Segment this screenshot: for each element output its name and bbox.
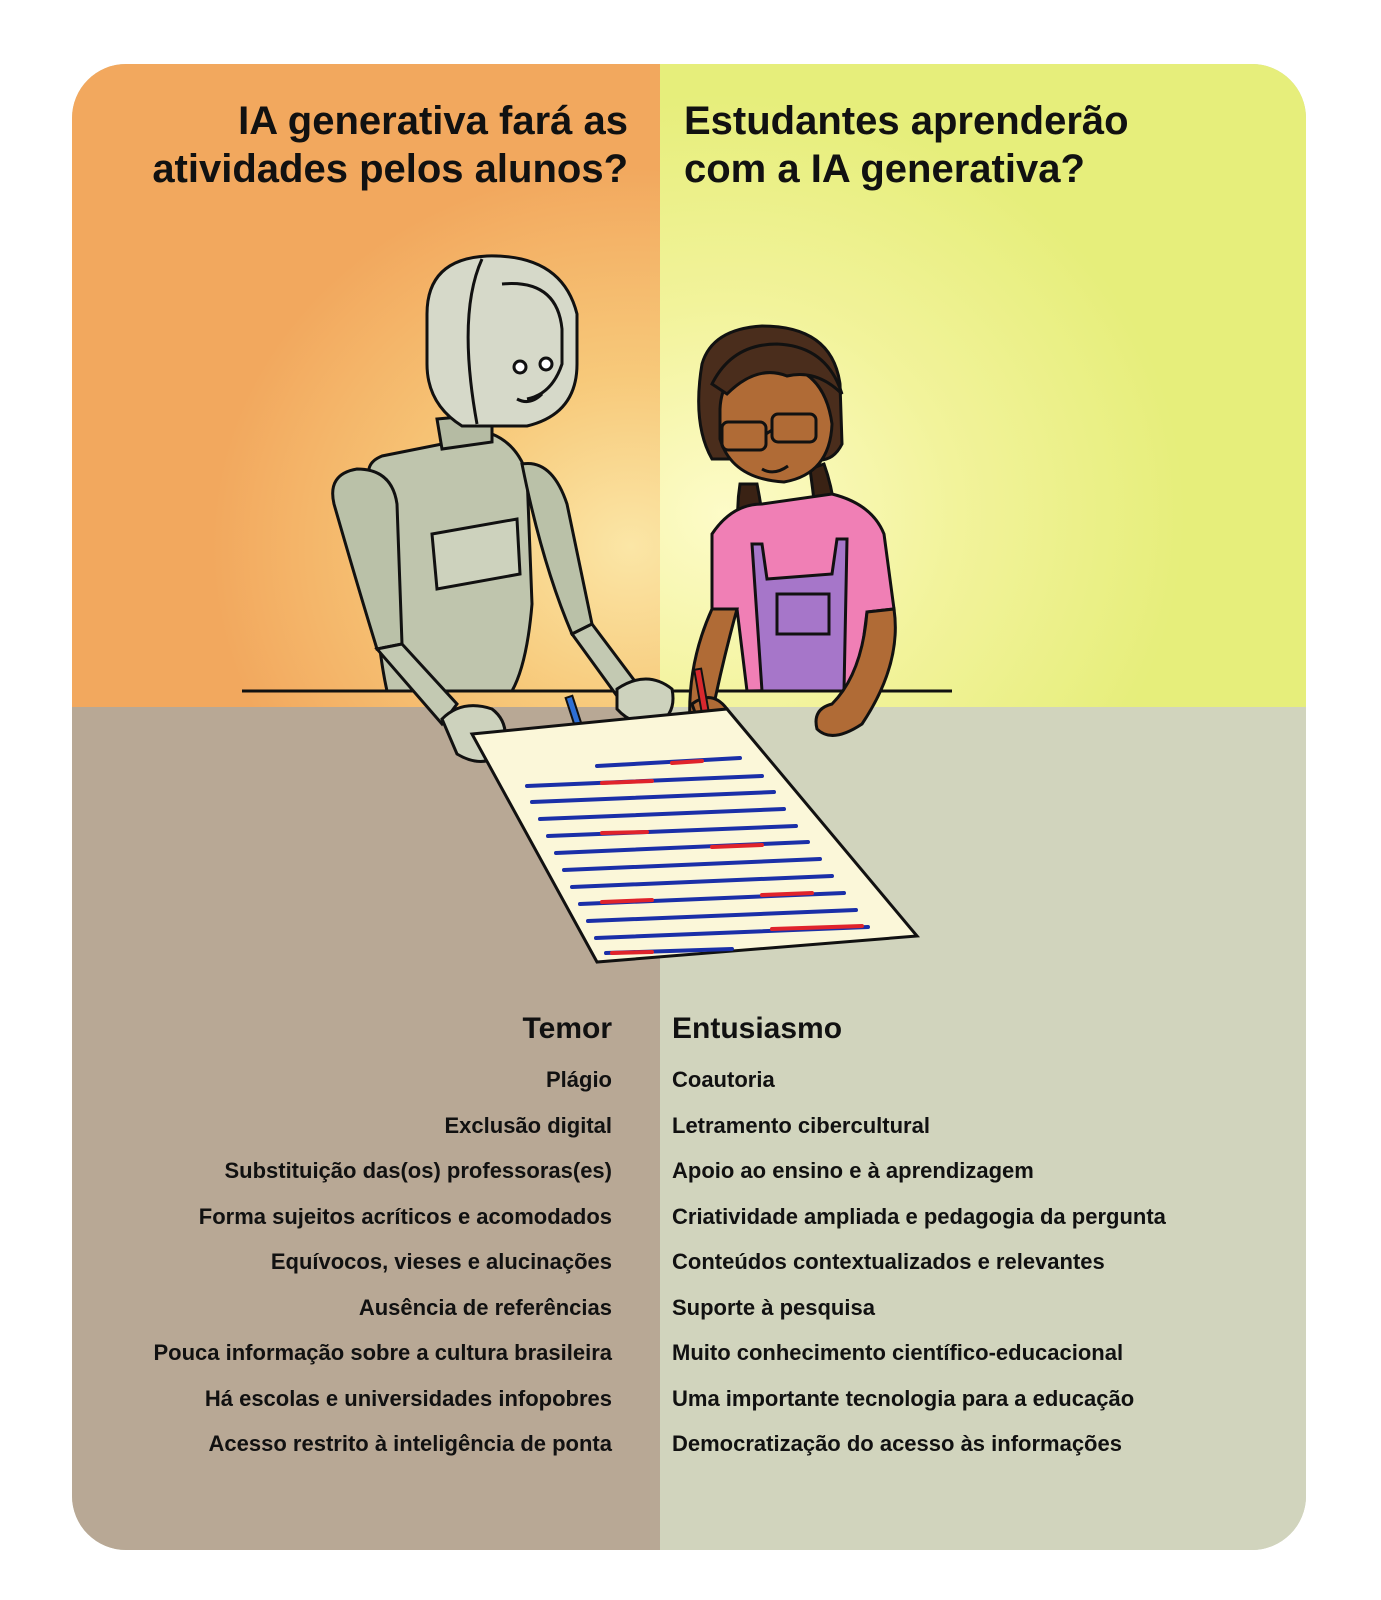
fear-item: Acesso restrito à inteligência de ponta bbox=[208, 1431, 612, 1456]
fear-item: Substituição das(os) professoras(es) bbox=[224, 1158, 612, 1183]
paper-sheet-icon bbox=[472, 709, 917, 962]
robot-figure bbox=[333, 256, 673, 762]
fear-title: Temor bbox=[522, 1012, 612, 1045]
enthusiasm-column bbox=[672, 1009, 1292, 1467]
girl-figure bbox=[690, 326, 896, 735]
fear-item: Pouca informação sobre a cultura brasileira bbox=[153, 1340, 612, 1365]
enthusiasm-title: Entusiasmo bbox=[672, 1012, 843, 1045]
enthusiasm-item: Letramento cibercultural bbox=[672, 1112, 930, 1138]
enthusiasm-item: Muito conhecimento científico-educacional bbox=[672, 1340, 1124, 1365]
fear-item: Exclusão digital bbox=[444, 1112, 612, 1138]
fear-item: Plágio bbox=[545, 1067, 612, 1092]
fear-item: Há escolas e universidades infopobres bbox=[204, 1385, 612, 1411]
enthusiasm-item: Coautoria bbox=[672, 1067, 775, 1092]
enthusiasm-item: Conteúdos contextualizados e relevantes bbox=[672, 1249, 1105, 1274]
fear-item: Equívocos, vieses e alucinações bbox=[270, 1249, 612, 1274]
fear-item: Ausência de referências bbox=[358, 1294, 612, 1320]
enthusiasm-item: Uma importante tecnologia para a educação bbox=[672, 1385, 1135, 1411]
heading-left: IA generativa fará as atividades pelos alunos? bbox=[152, 99, 628, 191]
enthusiasm-item: Democratização do acesso às informações bbox=[672, 1431, 1122, 1456]
fear-item: Forma sujeitos acríticos e acomodados bbox=[198, 1203, 612, 1229]
heading-right: Estudantes aprenderão com a IA generativa? bbox=[684, 99, 1129, 191]
fear-column bbox=[72, 1009, 612, 1467]
enthusiasm-item: Criatividade ampliada e pedagogia da pergunta bbox=[672, 1203, 1166, 1229]
infographic-card bbox=[72, 64, 1306, 1550]
enthusiasm-item: Suporte à pesquisa bbox=[672, 1294, 875, 1320]
enthusiasm-item: Apoio ao ensino e à aprendizagem bbox=[672, 1158, 1034, 1183]
